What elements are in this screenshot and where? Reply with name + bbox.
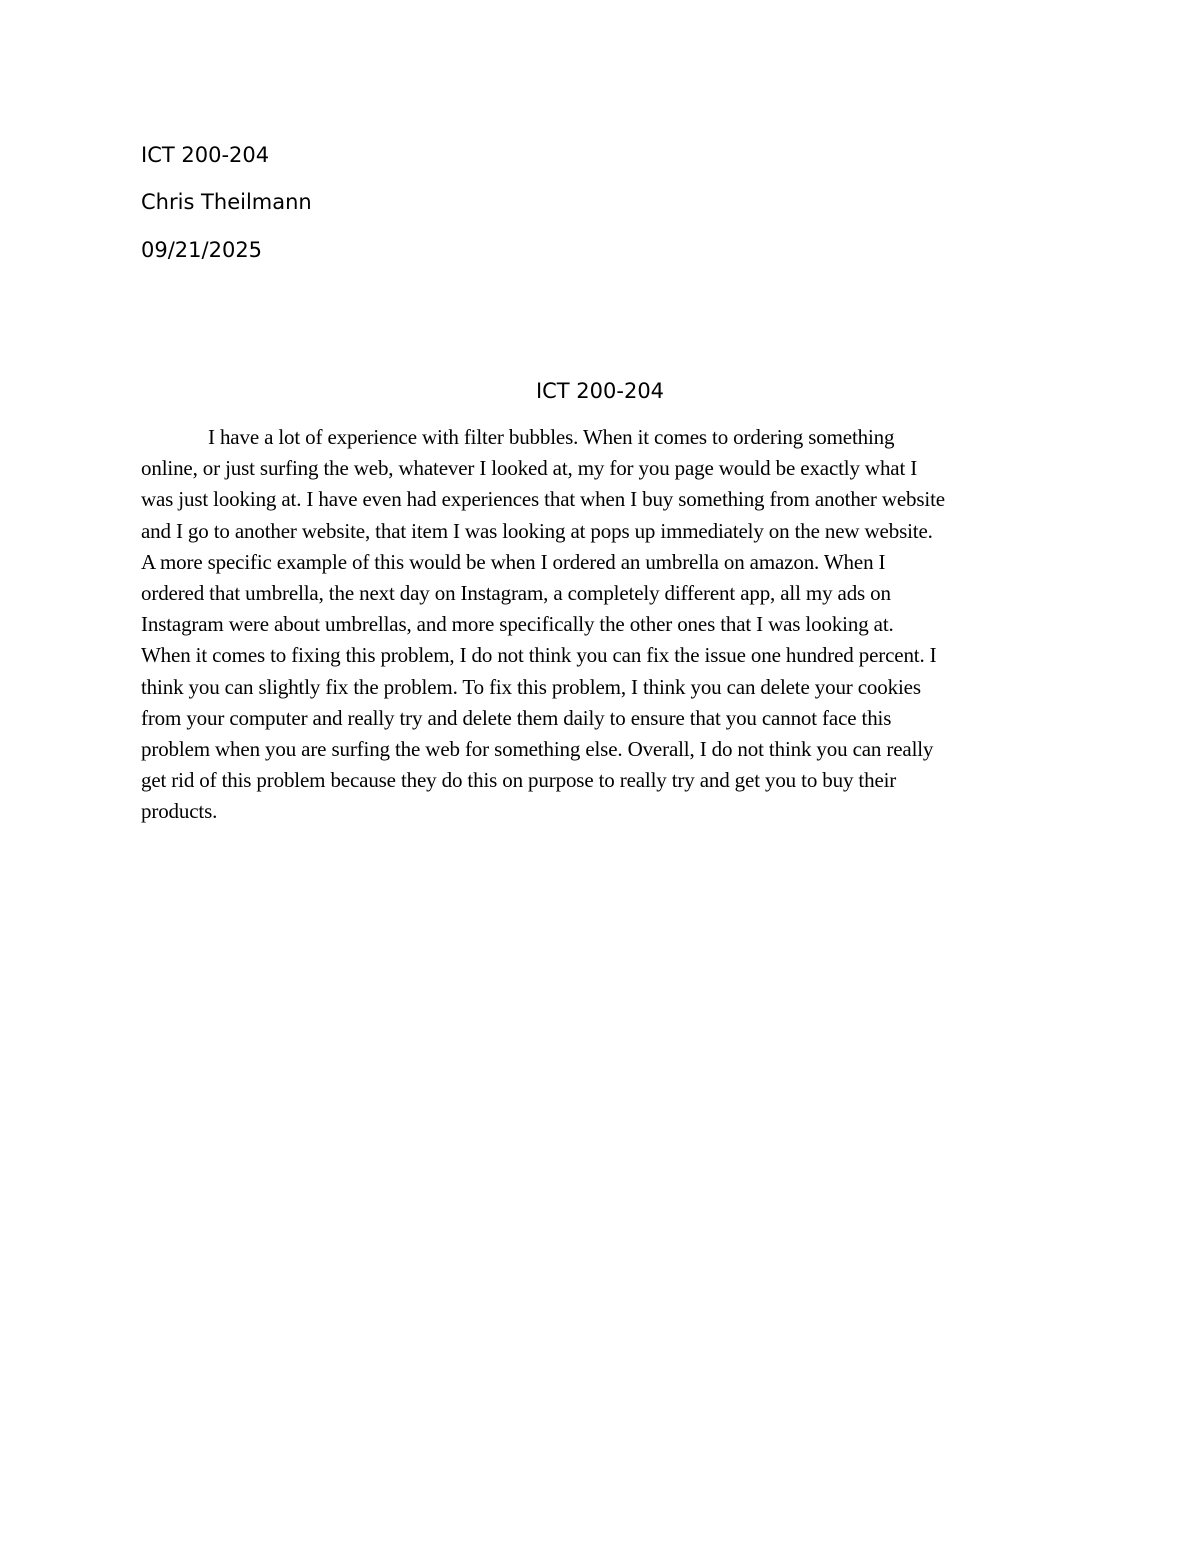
paragraph-line <box>141 422 1063 453</box>
body-paragraph <box>141 422 1063 827</box>
document-date: 09/21/2025 <box>141 238 263 262</box>
paragraph-line: online, or just surfing the web, whatever I looked at, my for you page would be exactly what I <box>141 456 918 481</box>
paragraph-line: problem when you are surfing the web for something else. Overall, I do not think you can really <box>141 736 934 761</box>
paragraph-line: ordered that umbrella, the next day on Instagram, a completely different app, all my ads on <box>141 580 891 605</box>
paragraph-line: from your computer and really try and delete them daily to ensure that you cannot face this <box>141 705 892 730</box>
paragraph-line: A more specific example of this would be when I ordered an umbrella on amazon. When I <box>141 549 886 574</box>
document-title: ICT 200-204 <box>535 379 665 403</box>
course-code: ICT 200-204 <box>141 143 270 167</box>
paragraph-line: Instagram were about umbrellas, and more specifically the other ones that I was looking at. <box>141 612 894 637</box>
author-name: Chris Theilmann <box>141 190 312 214</box>
paragraph-line: and I go to another website, that item I was looking at pops up immediately on the new website. <box>141 518 933 543</box>
paragraph-line-text: I have a lot of experience with filter bubbles. When it comes to ordering something <box>208 425 895 449</box>
paragraph-line: think you can slightly fix the problem. To fix this problem, I think you can delete your cookies <box>141 674 921 699</box>
paragraph-line: When it comes to fixing this problem, I do not think you can fix the issue one hundred percent. I <box>141 643 937 668</box>
paragraph-line: get rid of this problem because they do this on purpose to really try and get you to buy their <box>141 768 897 793</box>
paragraph-line: products. <box>141 799 218 824</box>
paragraph-line: was just looking at. I have even had experiences that when I buy something from another website <box>141 487 945 512</box>
